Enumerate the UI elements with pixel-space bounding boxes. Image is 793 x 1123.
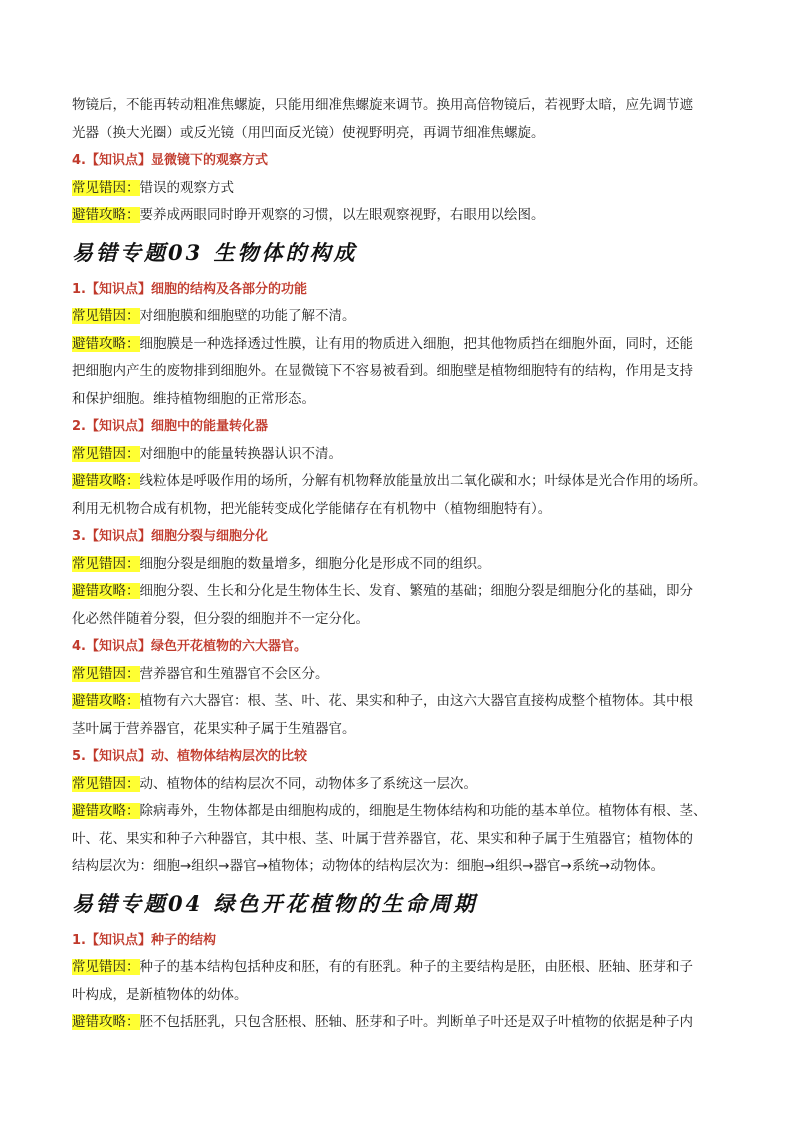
common-error-text: 错误的观察方式 (139, 179, 234, 196)
avoid-tip-continued: 叶、花、果实和种子六种器官，其中根、茎、叶属于营养器官，花、果实和种子属于生殖器官；植物体的 (72, 830, 693, 847)
avoid-tip (72, 202, 732, 230)
common-error-text: 动、植物体的结构层次不同，动物体多了系统这一层次。 (139, 775, 477, 792)
knowledge-point-title: 4.【知识点】绿色开花植物的六大器官。 (72, 639, 307, 654)
avoid-tip-text: 植物有六大器官：根、茎、叶、花、果实和种子，由这六大器官直接构成整个植物体。其中根 (139, 693, 693, 709)
common-error-text: 对细胞中的能量转换器认识不清。 (139, 445, 342, 462)
avoid-tip-text: 细胞膜是一种选择透过性膜，让有用的物质进入细胞，把其他物质挡在细胞外面，同时，还能 (139, 335, 693, 352)
common-error-label: 常见错因： (72, 665, 140, 682)
avoid-tip-label: 避错攻略： (72, 335, 140, 352)
avoid-tip-continued: 结构层次为：细胞→组织→器官→植物体；动物体的结构层次为：细胞→组织→器官→系统→动物体。 (72, 858, 665, 874)
knowledge-point-title: 1.【知识点】细胞的结构及各部分的功能 (72, 281, 307, 297)
common-error-label: 常见错因： (72, 445, 140, 462)
avoid-tip-continued: 化必然伴随着分裂，但分裂的细胞并不一定分化。 (72, 610, 369, 627)
knowledge-point-title: 5.【知识点】动、植物体结构层次的比较 (72, 749, 307, 764)
section-heading-04: 易错专题04 绿色开花植物的生命周期 (72, 890, 478, 916)
avoid-tip (72, 578, 732, 606)
avoid-tip-continued: 茎叶属于营养器官，花果实种子属于生殖器官。 (72, 720, 356, 737)
avoid-tip-label: 避错攻略： (72, 583, 140, 599)
avoid-tip (72, 688, 732, 716)
avoid-tip (72, 331, 732, 359)
common-error-label: 常见错因： (72, 179, 140, 196)
avoid-tip-label: 避错攻略： (72, 1014, 140, 1030)
common-error-text: 营养器官和生殖器官不会区分。 (139, 665, 329, 682)
avoid-tip-label: 避错攻略： (72, 693, 140, 709)
common-error-text: 种子的基本结构包括种皮和胚，有的有胚乳。种子的主要结构是胚，由胚根、胚轴、胚芽和子 (139, 959, 693, 975)
knowledge-point-title: 3.【知识点】细胞分裂与细胞分化 (72, 529, 268, 544)
common-error-continued: 叶构成，是新植物体的幼体。 (72, 986, 248, 1003)
common-error (72, 551, 732, 579)
avoid-tip-continued: 利用无机物合成有机物，把光能转变成化学能储存在有机物中（植物细胞特有）。 (72, 500, 552, 517)
avoid-tip (72, 468, 732, 496)
knowledge-point-title: 1.【知识点】种子的结构 (72, 932, 216, 948)
avoid-tip-text: 胚不包括胚乳，只包含胚根、胚轴、胚芽和子叶。判断单子叶还是双子叶植物的依据是种子内 (139, 1014, 693, 1030)
common-error-label: 常见错因： (72, 308, 140, 324)
common-error (72, 303, 732, 331)
common-error (72, 771, 732, 799)
avoid-tip (72, 798, 732, 826)
document-body (72, 92, 732, 1037)
avoid-tip-text: 除病毒外，生物体都是由细胞构成的，细胞是生物体结构和功能的基本单位。植物体有根、茎、 (139, 803, 707, 819)
common-error-text: 细胞分裂是细胞的数量增多，细胞分化是形成不同的组织。 (139, 555, 491, 572)
avoid-tip-label: 避错攻略： (72, 207, 140, 223)
section-heading-03: 易错专题03 生物体的构成 (72, 239, 358, 265)
avoid-tip (72, 1009, 732, 1037)
intro-line: 物镜后，不能再转动粗准焦螺旋，只能用细准焦螺旋来调节。换用高倍物镜后，若视野太暗，应先调节遮 (72, 97, 693, 113)
knowledge-point-title: 2.【知识点】细胞中的能量转化器 (72, 419, 268, 434)
common-error-label: 常见错因： (72, 555, 140, 572)
avoid-tip-continued: 把细胞内产生的废物排到细胞外。在显微镜下不容易被看到。细胞壁是植物细胞特有的结构，作用是支持 (72, 363, 693, 379)
common-error (72, 954, 732, 982)
common-error (72, 175, 732, 203)
knowledge-point-title: 4.【知识点】显微镜下的观察方式 (72, 153, 268, 168)
avoid-tip-text: 要养成两眼同时睁开观察的习惯，以左眼观察视野，右眼用以绘图。 (139, 207, 545, 223)
avoid-tip-continued: 和保护细胞。维持植物细胞的正常形态。 (72, 390, 315, 407)
common-error (72, 661, 732, 689)
intro-line: 光器（换大光圈）或反光镜（用凹面反光镜）使视野明亮，再调节细准焦螺旋。 (72, 124, 545, 141)
avoid-tip-label: 避错攻略： (72, 473, 140, 489)
common-error-text: 对细胞膜和细胞壁的功能了解不清。 (139, 308, 356, 324)
avoid-tip-label: 避错攻略： (72, 803, 140, 819)
avoid-tip-text: 细胞分裂、生长和分化是生物体生长、发育、繁殖的基础；细胞分裂是细胞分化的基础，即分 (139, 583, 693, 599)
common-error-label: 常见错因： (72, 959, 140, 975)
common-error-label: 常见错因： (72, 775, 140, 792)
avoid-tip-text: 线粒体是呼吸作用的场所，分解有机物释放能量放出二氧化碳和水；叶绿体是光合作用的场所。 (139, 473, 707, 489)
common-error (72, 441, 732, 469)
